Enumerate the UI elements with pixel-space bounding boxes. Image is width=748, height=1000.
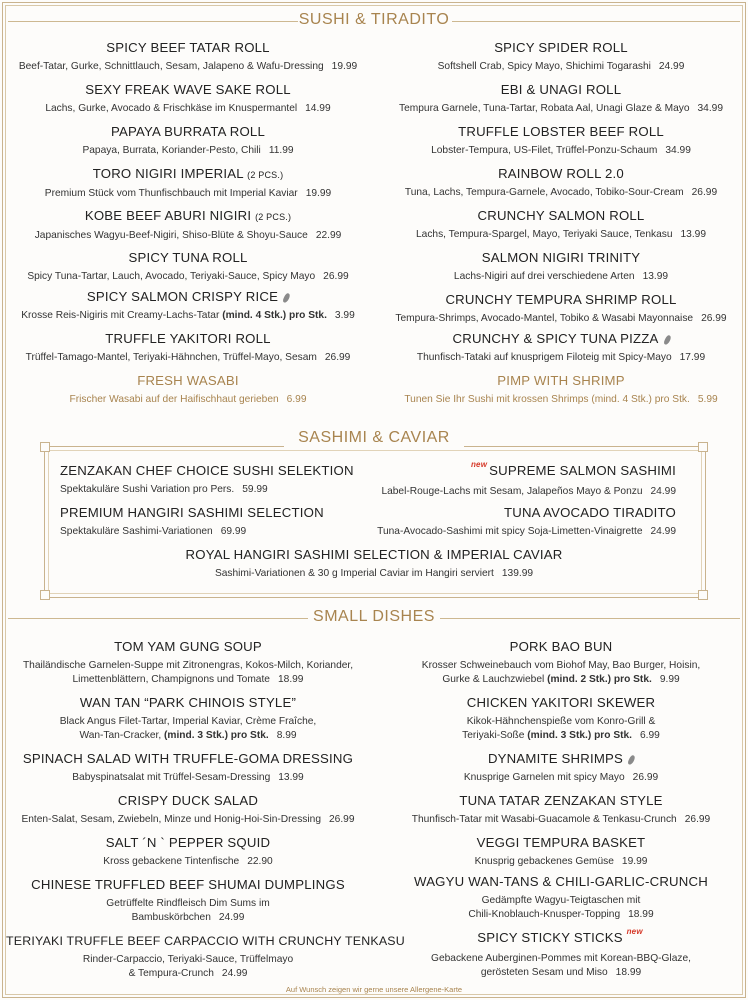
item-desc: gerösteten Sesam und Miso (480, 967, 608, 978)
item-price: 17.99 (679, 352, 706, 363)
menu-item (48, 547, 700, 581)
item-name: TRUFFLE YAKITORI ROLL (105, 331, 271, 346)
item-desc: Krosser Schweinebauch vom Biohof May, Bao Burger, Hoisin, (421, 660, 701, 671)
item-desc: Thunfisch-Tataki auf knusprigem Filoteig mit Spicy-Mayo (416, 352, 672, 363)
menu-item (380, 695, 742, 743)
item-desc: Black Angus Filet-Tartar, Imperial Kaviar, Crème Fraîche, (59, 716, 317, 727)
menu-item (6, 877, 370, 925)
item-price: 59.99 (242, 484, 268, 495)
item-price: 18.99 (628, 909, 654, 920)
item-desc-bold: (mind. 4 Stk.) pro Stk. (222, 310, 327, 321)
item-price: 6.99 (286, 394, 307, 405)
item-price: 6.99 (640, 730, 660, 741)
item-desc: Spektakuläre Sashimi-Variationen (60, 526, 213, 537)
item-price: 13.99 (278, 772, 304, 783)
chili-icon (663, 334, 672, 345)
item-price: 24.99 (650, 486, 676, 497)
item-desc: Getrüffelte Rindfleisch Dim Sums im (106, 898, 270, 909)
item-price: 26.99 (691, 187, 718, 198)
menu-item (380, 124, 742, 158)
item-name: CRUNCHY TEMPURA SHRIMP ROLL (445, 292, 677, 307)
item-desc: Rinder-Carpaccio, Teriyaki-Sauce, Trüffelmayo (82, 954, 294, 965)
item-desc: Tempura Garnele, Tuna-Tartar, Robata Aal, Unagi Glaze & Mayo (399, 103, 690, 114)
item-price: 8.99 (276, 730, 297, 741)
item-price: 26.99 (701, 313, 727, 324)
item-name: CRUNCHY & SPICY TUNA PIZZA (452, 331, 659, 346)
menu-item (380, 373, 742, 407)
item-price: 24.99 (650, 526, 676, 537)
item-desc: Japanisches Wagyu-Beef-Nigiri, Shiso-Blüte & Shoyu-Sauce (34, 230, 308, 241)
item-desc: Wan-Tan-Cracker, (79, 730, 164, 741)
item-name: CRISPY DUCK SALAD (117, 793, 259, 808)
item-desc: Papaya, Burrata, Koriander-Pesto, Chili (82, 145, 261, 156)
item-price: 34.99 (665, 145, 691, 156)
item-name: CHINESE TRUFFLED BEEF SHUMAI DUMPLINGS (31, 877, 345, 892)
menu-item (380, 82, 742, 116)
item-name: CRUNCHY SALMON ROLL (477, 208, 645, 223)
item-name: KOBE BEEF ABURI NIGIRI (84, 208, 252, 223)
item-name: WAGYU WAN-TANS & CHILI-GARLIC-CRUNCH (414, 874, 708, 889)
item-desc: Krosse Reis-Nigiris mit Creamy-Lachs-Tatar (21, 310, 223, 321)
item-name: TUNA TATAR ZENZAKAN STYLE (459, 793, 663, 808)
item-name: VEGGI TEMPURA BASKET (476, 835, 646, 850)
item-name: ROYAL HANGIRI SASHIMI SELECTION & IMPERIAL CAVIAR (185, 547, 563, 562)
item-price: 24.99 (218, 912, 245, 923)
item-desc: Tuna-Avocado-Sashimi mit spicy Soja-Limetten-Vinaigrette (377, 526, 643, 537)
item-desc: Chili-Knoblauch-Knusper-Topping (468, 909, 621, 920)
item-desc: Lachs, Gurke, Avocado & Frischkäse im Knuspermantel (45, 103, 298, 114)
item-desc: Thailändische Garnelen-Suppe mit Zitronengras, Kokos-Milch, Koriander, (22, 660, 354, 671)
item-name: SUPREME SALMON SASHIMI (489, 463, 676, 478)
item-desc: Lachs, Tempura-Spargel, Mayo, Teriyaki Sauce, Tenkasu (415, 229, 673, 240)
item-desc: Label-Rouge-Lachs mit Sesam, Jalapeños Mayo & Ponzu (381, 486, 643, 497)
section-title-sashimi: SASHIMI & CAVIAR (284, 429, 464, 447)
menu-item (6, 373, 370, 407)
item-name: ZENZAKAN CHEF CHOICE SUSHI SELEKTION (60, 463, 354, 478)
item-desc: Kikok-Hähnchenspieße vom Konro-Grill & (466, 716, 656, 727)
item-desc: Premium Stück vom Thunfischbauch mit Imperial Kaviar (44, 188, 298, 199)
item-desc-bold: (mind. 3 Stk.) pro Stk. (164, 730, 269, 741)
menu-item (380, 166, 742, 200)
item-price: 34.99 (697, 103, 723, 114)
item-desc: Tunen Sie Ihr Sushi mit krossen Shrimps (mind. 4 Stk.) pro Stk. (404, 394, 690, 405)
menu-item (6, 835, 370, 869)
item-note: (2 PCS.) (247, 170, 284, 180)
item-name: TERIYAKI TRUFFLE BEEF CARPACCIO WITH CRUNCHY TENKASU (6, 934, 405, 948)
menu-item (6, 933, 405, 981)
item-name: RAINBOW ROLL 2.0 (498, 166, 624, 181)
item-desc: Tuna, Lachs, Tempura-Garnele, Avocado, Tobiko-Sour-Cream (404, 187, 684, 198)
item-price: 24.99 (221, 968, 248, 979)
item-desc: Knusprige Garnelen mit spicy Mayo (463, 772, 625, 783)
menu-item (340, 505, 676, 539)
item-price: 24.99 (658, 61, 685, 72)
menu-item (60, 505, 324, 539)
menu-item (380, 835, 742, 869)
item-desc: Babyspinatsalat mit Trüffel-Sesam-Dressing (72, 772, 271, 783)
item-desc: Softshell Crab, Spicy Mayo, Shichimi Togarashi (437, 61, 651, 72)
item-name: SPICY BEEF TATAR ROLL (106, 40, 270, 55)
item-price: 13.99 (642, 271, 669, 282)
menu-item (6, 166, 370, 201)
menu-item (380, 292, 742, 326)
item-price: 13.99 (680, 229, 707, 240)
item-desc: Kross gebackene Tintenfische (103, 856, 240, 867)
item-name: SPICY TUNA ROLL (128, 250, 248, 265)
menu-item (6, 40, 370, 74)
item-price: 19.99 (305, 188, 332, 199)
box-corner (40, 442, 50, 452)
menu-item (380, 793, 742, 827)
item-desc: Knusprig gebackenes Gemüse (474, 856, 614, 867)
item-desc: Limettenblättern, Champignons und Tomate (72, 674, 270, 685)
menu-item (6, 639, 370, 687)
menu-item (6, 250, 370, 284)
menu-item (380, 250, 742, 284)
new-badge: new (626, 927, 643, 936)
item-name: CHICKEN YAKITORI SKEWER (466, 695, 656, 710)
item-price: 14.99 (305, 103, 331, 114)
item-name: TUNA AVOCADO TIRADITO (503, 505, 676, 520)
menu-item (380, 874, 742, 922)
item-name: SPINACH SALAD WITH TRUFFLE-GOMA DRESSING (22, 751, 354, 766)
item-desc-bold: (mind. 2 Stk.) pro Stk. (547, 674, 652, 685)
item-price: 139.99 (501, 568, 534, 579)
item-name: PAPAYA BURRATA ROLL (110, 124, 266, 139)
item-desc: Gurke & Lauchzwiebel (442, 674, 548, 685)
item-name: SPICY STICKY STICKS (477, 930, 623, 945)
chili-icon (627, 754, 636, 765)
box-corner (698, 590, 708, 600)
item-note: (2 PCS.) (255, 212, 292, 222)
item-price: 22.90 (247, 856, 273, 867)
item-price: 69.99 (220, 526, 247, 537)
menu-item (380, 40, 742, 74)
item-price: 26.99 (324, 352, 351, 363)
menu-item (380, 331, 742, 365)
item-price: 3.99 (334, 310, 355, 321)
menu-item (6, 124, 370, 158)
chili-icon (282, 292, 291, 303)
item-desc: Spektakuläre Sushi Variation pro Pers. (60, 484, 235, 495)
item-desc: Enten-Salat, Sesam, Zwiebeln, Minze und Honig-Hoi-Sin-Dressing (21, 814, 322, 825)
menu-item (6, 695, 370, 743)
item-desc: Teriyaki-Soße (462, 730, 528, 741)
item-price: 19.99 (621, 856, 648, 867)
item-desc: Trüffel-Tamago-Mantel, Teriyaki-Hähnchen, Trüffel-Mayo, Sesam (25, 352, 317, 363)
item-name: PREMIUM HANGIRI SASHIMI SELECTION (60, 505, 324, 520)
menu-item (6, 208, 370, 243)
menu-item (6, 82, 370, 116)
new-badge: new (470, 460, 488, 469)
item-desc: Lachs-Nigiri auf drei verschiedene Arten (453, 271, 635, 282)
item-name: PORK BAO BUN (509, 639, 613, 654)
item-desc-bold: (mind. 3 Stk.) pro Stk. (527, 730, 632, 741)
item-desc: Beef-Tatar, Gurke, Schnittlauch, Sesam, Jalapeno & Wafu-Dressing (18, 61, 324, 72)
item-desc: Gebackene Auberginen-Pommes mit Korean-BBQ-Glaze, (431, 953, 691, 964)
box-corner (698, 442, 708, 452)
item-name: TORO NIGIRI IMPERIAL (92, 166, 244, 181)
item-name: FRESH WASABI (137, 373, 239, 388)
item-name: TOM YAM GUNG SOUP (114, 639, 262, 654)
menu-item (6, 751, 370, 785)
item-price: 26.99 (329, 814, 355, 825)
menu-item (380, 751, 742, 785)
item-name: DYNAMITE SHRIMPS (487, 751, 624, 766)
menu-item (60, 463, 354, 497)
item-price: 26.99 (684, 814, 711, 825)
item-price: 11.99 (268, 145, 294, 156)
item-name: EBI & UNAGI ROLL (500, 82, 622, 97)
box-corner (40, 590, 50, 600)
item-name: SALT ´N ` PEPPER SQUID (105, 835, 271, 850)
allergen-note: Auf Wunsch zeigen wir gerne unsere Allergene-Karte (285, 985, 463, 994)
item-price: 18.99 (615, 967, 642, 978)
item-name: WAN TAN “PARK CHINOIS STYLE” (79, 695, 297, 710)
item-desc: Sashimi-Variationen & 30 g Imperial Caviar im Hangiri serviert (214, 568, 494, 579)
menu-item (6, 793, 370, 827)
item-price: 9.99 (659, 674, 680, 685)
item-name: SPICY SPIDER ROLL (494, 40, 628, 55)
section-title-sushi: SUSHI & TIRADITO (298, 11, 450, 28)
item-desc: Frischer Wasabi auf der Haifischhaut gerieben (69, 394, 279, 405)
item-desc: Gedämpfte Wagyu-Teigtaschen mit (481, 895, 641, 906)
menu-item (6, 331, 370, 365)
item-name: SALMON NIGIRI TRINITY (481, 250, 641, 265)
item-price: 26.99 (632, 772, 659, 783)
item-desc: Bambuskörbchen (131, 912, 211, 923)
item-price: 22.99 (315, 230, 342, 241)
item-price: 18.99 (277, 674, 304, 685)
menu-item (340, 460, 676, 499)
item-desc: Thunfisch-Tatar mit Wasabi-Guacamole & Tenkasu-Crunch (411, 814, 677, 825)
item-name: TRUFFLE LOBSTER BEEF ROLL (458, 124, 664, 139)
item-desc: Spicy Tuna-Tartar, Lauch, Avocado, Teriyaki-Sauce, Spicy Mayo (27, 271, 316, 282)
item-price: 5.99 (697, 394, 718, 405)
item-price: 19.99 (331, 61, 358, 72)
menu-item (6, 289, 370, 323)
item-name: SPICY SALMON CRISPY RICE (86, 289, 279, 304)
item-desc: Tempura-Shrimps, Avocado-Mantel, Tobiko & Wasabi Mayonnaise (395, 313, 694, 324)
item-desc: Lobster-Tempura, US-Filet, Trüffel-Ponzu-Schaum (431, 145, 658, 156)
menu-item (380, 208, 742, 242)
section-title-small-dishes: SMALL DISHES (313, 608, 435, 625)
menu-item (380, 927, 742, 980)
item-name: SEXY FREAK WAVE SAKE ROLL (85, 82, 291, 97)
item-desc: & Tempura-Crunch (128, 968, 214, 979)
item-name: PIMP WITH SHRIMP (497, 373, 625, 388)
item-price: 26.99 (323, 271, 349, 282)
menu-item (380, 639, 742, 687)
